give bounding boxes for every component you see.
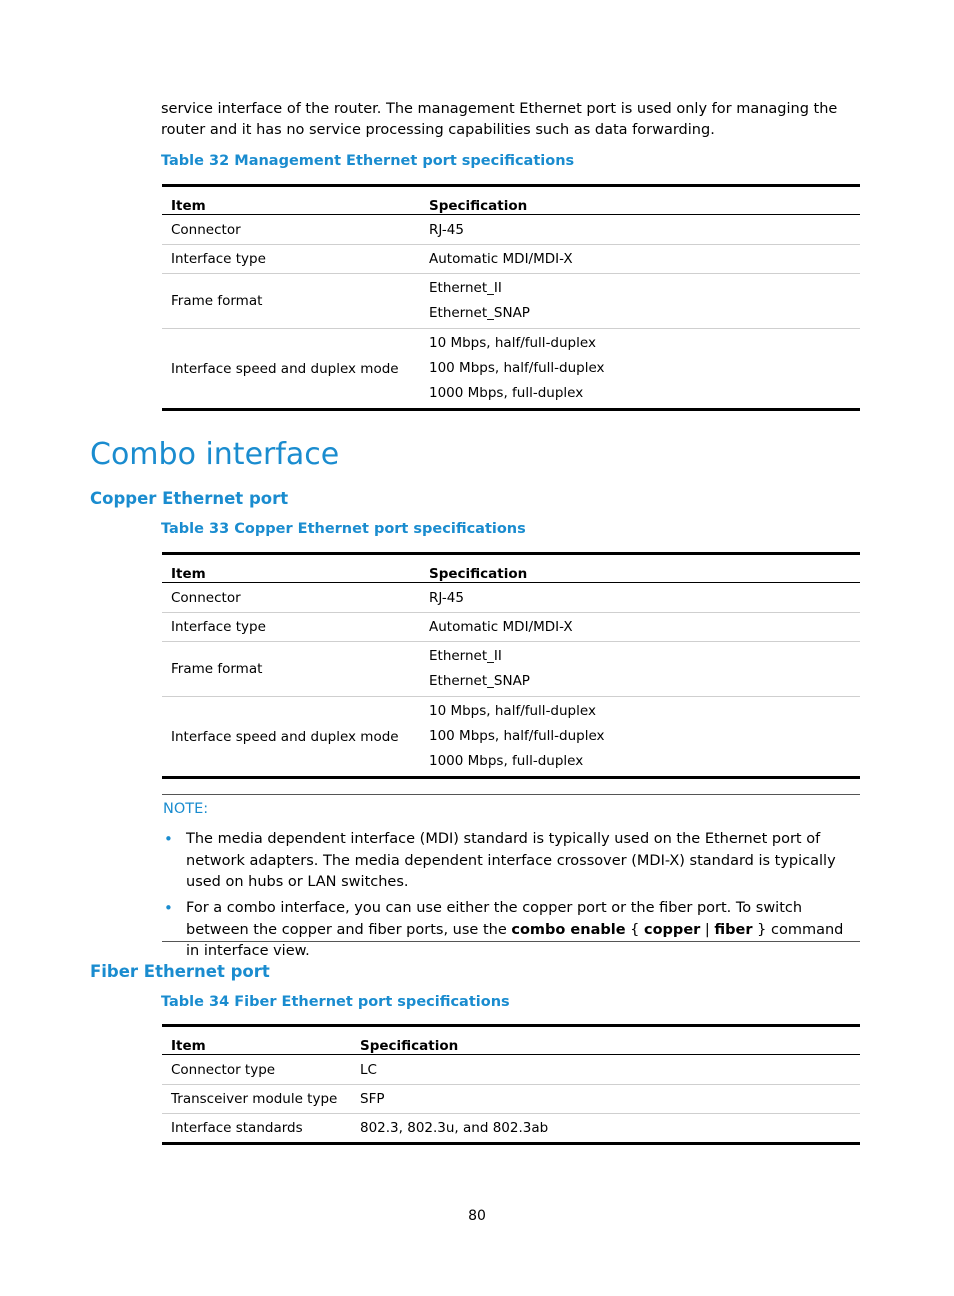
table-row (162, 613, 860, 642)
table-row (162, 642, 860, 697)
table33 (162, 552, 860, 779)
table-cell-item: Interface type (162, 245, 420, 274)
table-row (162, 1114, 860, 1144)
note-text: For a combo interface, you can use either the copper port or the fiber port. To switch between the copper and fiber ports, use the (186, 900, 803, 938)
bullet-dot-icon: • (164, 830, 173, 848)
spec-line: 10 Mbps, half/full-duplex (429, 703, 596, 719)
table33-caption: Table 33 Copper Ethernet port specifications (161, 521, 526, 537)
table-cell-spec (420, 642, 860, 697)
table-cell-item: Frame format (162, 274, 420, 329)
table-cell-spec: RJ-45 (420, 583, 860, 613)
table-row (162, 274, 860, 329)
fiber-heading: Fiber Ethernet port (90, 962, 270, 981)
table-row (162, 1085, 860, 1114)
table-row (162, 1055, 860, 1085)
table-row (162, 215, 860, 245)
table33-header-row (162, 554, 860, 583)
table-cell-spec (420, 697, 860, 778)
table34-header-row (162, 1026, 860, 1055)
table-cell-spec: Automatic MDI/MDI-X (420, 245, 860, 274)
spec-line: 1000 Mbps, full-duplex (429, 385, 584, 401)
spec-line: Ethernet_SNAP (429, 305, 530, 321)
table-cell-item: Interface speed and duplex mode (162, 697, 420, 778)
table-cell-item: Connector (162, 583, 420, 613)
table-cell-spec (420, 274, 860, 329)
table-row (162, 697, 860, 778)
table34-header-item: Item (162, 1026, 351, 1055)
table-row (162, 245, 860, 274)
note-text: } command in interface view. (186, 921, 844, 959)
table-cell-spec (420, 329, 860, 410)
table32-caption: Table 32 Management Ethernet port specifications (161, 153, 575, 169)
note-text: | (700, 921, 715, 938)
page-number: 80 (468, 1208, 486, 1224)
note-bullet-2-text (186, 898, 860, 963)
spec-line: Ethernet_II (429, 280, 502, 296)
spec-line: 10 Mbps, half/full-duplex (429, 335, 596, 351)
table32 (162, 184, 860, 411)
table-cell-spec: SFP (351, 1085, 860, 1114)
table-cell-spec: LC (351, 1055, 860, 1085)
table-row (162, 329, 860, 410)
table-cell-item: Interface standards (162, 1114, 351, 1144)
spec-line: 1000 Mbps, full-duplex (429, 753, 584, 769)
spec-line: 100 Mbps, half/full-duplex (429, 360, 605, 376)
table-cell-item: Frame format (162, 642, 420, 697)
command-option-fiber: fiber (714, 921, 753, 938)
table34 (162, 1024, 860, 1145)
table-cell-item: Connector (162, 215, 420, 245)
table32-header-item: Item (162, 186, 420, 215)
table34-caption: Table 34 Fiber Ethernet port specifications (161, 994, 510, 1010)
note-bullet-2 (162, 898, 860, 963)
note-label: NOTE: (163, 801, 209, 817)
table-row (162, 583, 860, 613)
table32-header-row (162, 186, 860, 215)
table32-header-spec: Specification (420, 186, 860, 215)
table-cell-item: Transceiver module type (162, 1085, 351, 1114)
note-box (162, 794, 860, 959)
spec-line: 100 Mbps, half/full-duplex (429, 728, 605, 744)
table-cell-item: Connector type (162, 1055, 351, 1085)
table33-header-spec: Specification (420, 554, 860, 583)
command-keyword: combo enable (511, 921, 626, 938)
copper-heading: Copper Ethernet port (90, 489, 289, 508)
table-cell-spec: RJ-45 (420, 215, 860, 245)
table33-header-item: Item (162, 554, 420, 583)
section-title: Combo interface (90, 437, 340, 472)
table-cell-item: Interface speed and duplex mode (162, 329, 420, 410)
spec-line: Ethernet_SNAP (429, 673, 530, 689)
table-cell-spec: Automatic MDI/MDI-X (420, 613, 860, 642)
note-bullet-1 (162, 829, 860, 894)
intro-paragraph: service interface of the router. The management Ethernet port is used only for managing the router and it has no service processing capabilities such as data forwarding. (161, 101, 838, 138)
spec-line: Ethernet_II (429, 648, 502, 664)
note-text: { (625, 921, 644, 938)
table34-header-spec: Specification (351, 1026, 860, 1055)
table-cell-spec: 802.3, 802.3u, and 802.3ab (351, 1114, 860, 1144)
command-option-copper: copper (644, 921, 701, 938)
note-bullet-1-text: The media dependent interface (MDI) standard is typically used on the Ethernet port of network adapters. The media dependent interface crossover (MDI-X) standard is typically used on hubs or LAN switches. (186, 831, 836, 890)
bullet-dot-icon: • (164, 899, 173, 917)
table-cell-item: Interface type (162, 613, 420, 642)
